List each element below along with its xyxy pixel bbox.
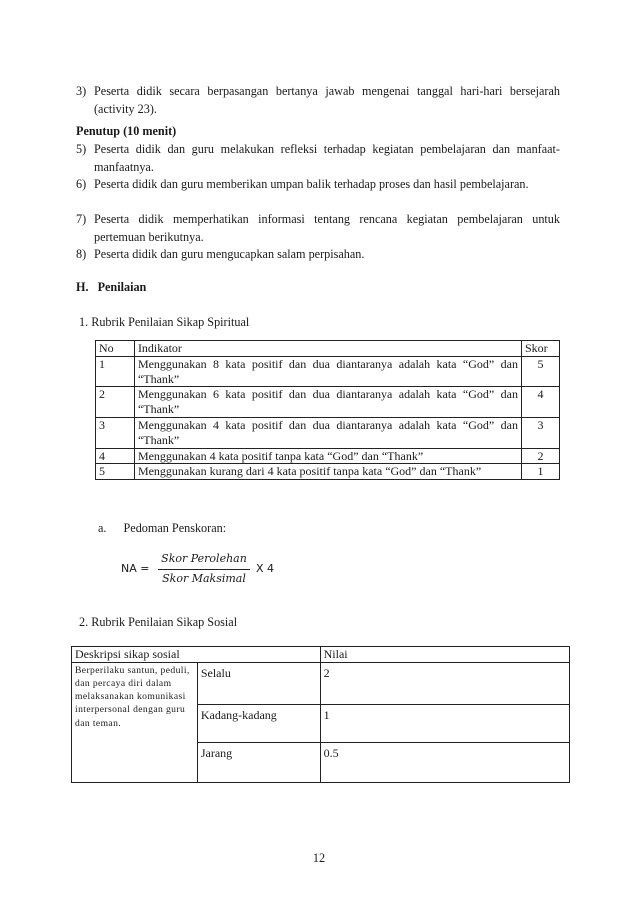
closing-heading: Penutup (10 menit) <box>76 124 177 138</box>
page-number: 12 <box>312 851 326 865</box>
cell-frequency: Jarang <box>197 742 320 782</box>
cell-score: 5 <box>522 356 560 387</box>
section-label: H. <box>76 280 89 294</box>
formula-lhs: NA = <box>121 562 150 575</box>
header-description: Deskripsi sikap sosial <box>72 647 321 663</box>
rubric-spiritual-table <box>95 340 560 480</box>
item-text: Peserta didik secara berpasangan bertanya jawab mengenai tanggal hari-hari bersejarah (activity 23). <box>94 84 560 116</box>
table-row <box>96 448 560 464</box>
cell-indicator: Menggunakan 6 kata positif dan dua diantaranya adalah kata “God” dan “Thank” <box>134 387 521 418</box>
cell-score: 1 <box>522 464 560 480</box>
formula-numerator: Skor Perolehan <box>161 552 247 565</box>
scoring-guide-heading <box>98 521 226 536</box>
table-row <box>96 356 560 387</box>
cell-indicator: Menggunakan kurang dari 4 kata positif tanpa kata “God” dan “Thank” <box>134 464 521 480</box>
cell-score: 3 <box>522 417 560 448</box>
cell-no: 3 <box>96 417 135 448</box>
activity-item-3 <box>76 83 560 118</box>
item-number: 5) <box>76 142 87 156</box>
cell-no: 4 <box>96 448 135 464</box>
cell-no: 1 <box>96 356 135 387</box>
header-no: No <box>96 341 135 357</box>
item-number: 6) <box>76 177 87 191</box>
cell-indicator: Menggunakan 4 kata positif dan dua diantaranya adalah kata “God” dan “Thank” <box>134 417 521 448</box>
formula-denominator: Skor Maksimal <box>162 572 246 585</box>
closing-item-7 <box>76 211 560 246</box>
scoring-title: Pedoman Penskoran: <box>123 521 227 535</box>
item-text: Peserta didik memperhatikan informasi tentang rencana kegiatan pembelajaran untuk pertemuan berikutnya. <box>94 212 560 244</box>
table-row <box>96 387 560 418</box>
header-indicator: Indikator <box>134 341 521 357</box>
rubric-spiritual-title: 1. Rubrik Penilaian Sikap Spiritual <box>79 315 250 329</box>
scoring-label: a. <box>98 521 107 535</box>
closing-item-8 <box>76 246 560 264</box>
table-row <box>96 417 560 448</box>
rubric-social-title: 2. Rubrik Penilaian Sikap Sosial <box>79 615 238 629</box>
table-row <box>72 662 570 704</box>
rubric-social-table <box>71 646 570 783</box>
section-h-heading <box>76 280 146 295</box>
item-number: 8) <box>76 247 87 261</box>
item-text: Peserta didik dan guru mengucapkan salam perpisahan. <box>94 247 365 261</box>
header-value: Nilai <box>320 647 569 663</box>
item-number: 3) <box>76 84 87 98</box>
table-row <box>96 464 560 480</box>
closing-item-6 <box>76 176 560 194</box>
item-number: 7) <box>76 212 87 226</box>
cell-value: 1 <box>320 704 569 742</box>
cell-value: 0.5 <box>320 742 569 782</box>
cell-score: 4 <box>522 387 560 418</box>
header-score: Skor <box>522 341 560 357</box>
item-text: Peserta didik dan guru memberikan umpan balik terhadap proses dan hasil pembelajaran. <box>94 177 529 191</box>
section-title: Penilaian <box>97 280 147 294</box>
cell-description: Berperilaku santun, peduli, dan percaya diri dalam melaksanakan komunikasi interpersonal dengan guru dan teman. <box>72 662 198 782</box>
closing-item-5 <box>76 141 560 176</box>
cell-indicator: Menggunakan 8 kata positif dan dua diantaranya adalah kata “God” dan “Thank” <box>134 356 521 387</box>
cell-frequency: Selalu <box>197 662 320 704</box>
item-text: Peserta didik dan guru melakukan refleksi terhadap kegiatan pembelajaran dan manfaat-manfaatnya. <box>94 142 560 174</box>
formula-multiplier: X 4 <box>256 562 275 575</box>
cell-no: 2 <box>96 387 135 418</box>
formula-fraction-bar <box>158 569 250 570</box>
table-header-row <box>72 647 570 663</box>
cell-value: 2 <box>320 662 569 704</box>
cell-no: 5 <box>96 464 135 480</box>
table-header-row <box>96 341 560 357</box>
cell-indicator: Menggunakan 4 kata positif tanpa kata “God” dan “Thank” <box>134 448 521 464</box>
cell-frequency: Kadang-kadang <box>197 704 320 742</box>
cell-score: 2 <box>522 448 560 464</box>
